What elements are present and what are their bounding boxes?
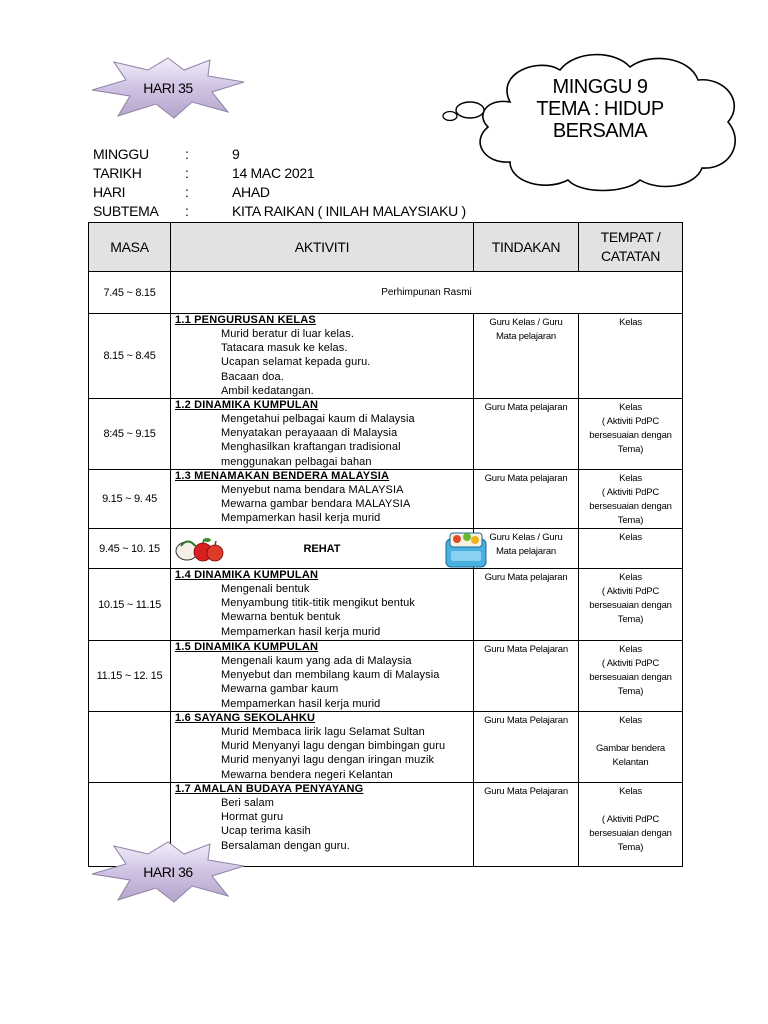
fruit-illustration-icon <box>173 534 227 564</box>
list-item <box>195 384 469 398</box>
list-item-text: Murid Membaca lirik lagu Selamat Sultan <box>221 726 425 739</box>
info-value: AHAD <box>232 184 270 200</box>
list-item-text: Mengenali kaum yang ada di Malaysia <box>221 655 412 668</box>
info-value: KITA RAIKAN ( INILAH MALAYSIAKU ) <box>232 203 466 219</box>
cell-aktiviti <box>171 712 474 783</box>
tindakan-line1: Guru Kelas / Guru <box>489 317 563 328</box>
list-item <box>195 483 469 497</box>
info-key: MINGGU <box>93 146 149 162</box>
list-item-text: Menghasilkan kraftangan tradisional menggunakan pelbagai bahan <box>221 441 401 468</box>
cell-time: 7.45 ~ 8.15 <box>89 272 171 314</box>
info-sep: : <box>185 146 189 162</box>
schedule-table <box>88 222 683 867</box>
list-item <box>195 355 469 369</box>
list-item <box>195 341 469 355</box>
list-item-text: Menyebut dan membilang kaum di Malaysia <box>221 669 440 682</box>
activity-title: 1.2 DINAMIKA KUMPULAN <box>175 399 319 412</box>
activity-title: 1.3 MENAMAKAN BENDERA MALAYSIA <box>175 470 390 483</box>
cell-tindakan <box>474 569 579 641</box>
cell-time: 8:45 ~ 9.15 <box>89 399 171 470</box>
info-sep: : <box>185 165 189 181</box>
cell-tempat <box>579 314 683 399</box>
tindakan-line1: Guru Mata Pelajaran <box>484 715 568 727</box>
tempat-line: Tema) <box>617 842 644 854</box>
tempat-line: Kelas <box>619 402 642 414</box>
list-item-text: Ambil kedatangan. <box>221 384 314 397</box>
list-item-text: Mewarna gambar kaum <box>221 683 339 696</box>
hari-35-star-badge <box>88 56 248 120</box>
header-aktiviti: AKTIVITI <box>171 223 474 272</box>
list-item <box>195 739 469 753</box>
activity-title: 1.5 DINAMIKA KUMPULAN <box>175 641 319 654</box>
list-item-text: Mempamerkan hasil kerja murid <box>221 697 381 710</box>
table-row <box>89 641 683 712</box>
list-item-text: Mewarna gambar bendara MALAYSIA <box>221 498 411 511</box>
list-item-text: Mempamerkan hasil kerja murid <box>221 625 381 638</box>
tindakan-line1: Guru Mata Pelajaran <box>484 644 568 656</box>
tindakan-line2: Mata pelajaran <box>495 546 557 558</box>
tindakan-line1: Guru Mata pelajaran <box>484 473 568 485</box>
list-item <box>195 610 469 624</box>
tempat-line1: Kelas <box>619 532 642 544</box>
cell-tempat <box>579 529 683 569</box>
cell-time: 11.15 ~ 12. 15 <box>89 641 171 712</box>
tempat-line: ( Aktiviti PdPC <box>601 814 660 826</box>
tempat-line: Kelantan <box>612 757 649 769</box>
activity-list <box>175 412 469 469</box>
list-item <box>195 810 469 824</box>
list-item-text: Menyebut nama bendara MALAYSIA <box>221 484 404 497</box>
cell-tindakan <box>474 529 579 569</box>
cell-aktiviti <box>171 399 474 470</box>
list-item-text: Mengetahui pelbagai kaum di Malaysia <box>221 413 415 426</box>
cell-tindakan <box>474 712 579 783</box>
list-item <box>195 370 469 384</box>
list-item <box>195 824 469 838</box>
list-item <box>195 497 469 511</box>
list-item <box>195 697 469 711</box>
tempat-line: bersesuaian dengan <box>589 501 672 513</box>
list-item <box>195 596 469 610</box>
list-item-text: Murid menyanyi lagu dengan iringan muzik <box>221 754 435 767</box>
tempat-line: Kelas <box>619 786 642 798</box>
table-row <box>89 569 683 641</box>
tempat-line <box>579 330 682 344</box>
info-value: 9 <box>232 146 240 162</box>
activity-list <box>175 582 469 639</box>
header-tindakan: TINDAKAN <box>474 223 579 272</box>
cell-tempat <box>579 641 683 712</box>
table-row-rehat <box>89 529 683 569</box>
cell-aktiviti <box>171 314 474 399</box>
cell-time: 8.15 ~ 8.45 <box>89 314 171 399</box>
tempat-line: Kelas <box>619 572 642 584</box>
list-item-text: Hormat guru <box>221 811 284 824</box>
tempat-line: Tema) <box>617 614 644 626</box>
list-item-text: Murid beratur di luar kelas. <box>221 328 355 340</box>
tempat-line <box>579 358 682 372</box>
theme-cloud-text <box>510 76 690 142</box>
header-tempat <box>579 223 683 272</box>
list-item-text: Murid Menyanyi lagu dengan bimbingan guru <box>221 740 446 753</box>
cloud-theme: TEMA : HIDUP <box>536 98 664 120</box>
list-item-text: Ucap terima kasih <box>221 825 311 838</box>
tempat-line <box>579 799 682 813</box>
activity-title: 1.4 DINAMIKA KUMPULAN <box>175 569 319 582</box>
info-sep: : <box>185 203 189 219</box>
list-item-text: Menyambung titik-titik mengikut bentuk <box>221 597 415 610</box>
activity-list <box>175 327 469 398</box>
tempat-line: Tema) <box>617 515 644 527</box>
list-item <box>195 426 469 440</box>
tempat-line: bersesuaian dengan <box>589 672 672 684</box>
tempat-line: bersesuaian dengan <box>589 600 672 612</box>
tindakan-line1: Guru Mata Pelajaran <box>484 786 568 798</box>
info-key: HARI <box>93 184 126 200</box>
list-item-text: Mewarna bendera negeri Kelantan <box>221 768 393 781</box>
activity-list <box>175 483 469 526</box>
list-item-text: Bersalaman dengan guru. <box>221 839 350 852</box>
info-key: SUBTEMA <box>93 203 159 219</box>
tindakan-line1: Guru Mata pelajaran <box>484 572 568 584</box>
cell-tindakan <box>474 641 579 712</box>
list-item-text: Mengenali bentuk <box>221 583 310 596</box>
cell-time: 10.15 ~ 11.15 <box>89 569 171 641</box>
cloud-week: MINGGU 9 <box>552 76 648 98</box>
list-item-text: Tatacara masuk ke kelas. <box>221 342 348 355</box>
tempat-line: bersesuaian dengan <box>589 430 672 442</box>
table-row <box>89 399 683 470</box>
rehat-label: REHAT <box>303 542 341 555</box>
tempat-line: Gambar bendera <box>595 743 666 755</box>
table-row-assembly <box>89 272 683 314</box>
list-item-text: Menyatakan perayaaan di Malaysia <box>221 427 398 440</box>
cell-tempat <box>579 569 683 641</box>
tindakan-line2: Mata pelajaran <box>495 331 557 342</box>
info-key: TARIKH <box>93 165 142 181</box>
list-item <box>195 725 469 739</box>
activity-title: 1.1 PENGURUSAN KELAS <box>175 314 316 326</box>
hari-35-label: HARI 35 <box>143 80 193 96</box>
cell-tindakan <box>474 783 579 867</box>
list-item-text: Ucapan selamat kepada guru. <box>221 356 371 369</box>
list-item <box>195 412 469 426</box>
list-item <box>195 440 469 468</box>
hari-36-label: HARI 36 <box>143 864 193 880</box>
tempat-line: ( Aktiviti PdPC <box>601 658 660 670</box>
cell-assembly: Perhimpunan Rasmi <box>171 272 683 314</box>
cloud-theme-value: BERSAMA <box>552 120 648 142</box>
hari-36-star-badge <box>88 840 248 904</box>
list-item <box>195 582 469 596</box>
cell-tempat <box>579 399 683 470</box>
tempat-line: Tema) <box>617 686 644 698</box>
tempat-line <box>579 728 682 742</box>
cell-rehat <box>171 529 474 569</box>
tempat-line: ( Aktiviti PdPC <box>601 586 660 598</box>
tempat-line: Tema) <box>617 444 644 456</box>
tempat-line <box>579 344 682 358</box>
activity-list <box>175 725 469 782</box>
cell-time <box>89 712 171 783</box>
list-item <box>195 796 469 810</box>
cell-tindakan <box>474 399 579 470</box>
header-tempat-line1: TEMPAT / <box>600 229 661 245</box>
cell-time: 9.45 ~ 10. 15 <box>89 529 171 569</box>
info-sep: : <box>185 184 189 200</box>
cell-tindakan <box>474 470 579 529</box>
activity-list <box>175 654 469 711</box>
tindakan-line1: Guru Mata pelajaran <box>484 402 568 414</box>
tempat-line: Kelas <box>619 715 642 727</box>
cell-tindakan <box>474 314 579 399</box>
cell-aktiviti <box>171 641 474 712</box>
table-row <box>89 314 683 399</box>
list-item-text: Beri salam <box>221 797 274 810</box>
list-item-text: Mewarna bentuk bentuk <box>221 611 341 624</box>
header-masa: MASA <box>89 223 171 272</box>
info-value: 14 MAC 2021 <box>232 165 315 181</box>
list-item <box>195 668 469 682</box>
cell-time: 9.15 ~ 9. 45 <box>89 470 171 529</box>
tempat-line: ( Aktiviti PdPC <box>601 487 660 499</box>
cell-tempat <box>579 783 683 867</box>
tempat-line: ( Aktiviti PdPC <box>601 416 660 428</box>
cell-tempat <box>579 712 683 783</box>
table-row <box>89 712 683 783</box>
tempat-line: bersesuaian dengan <box>589 828 672 840</box>
list-item <box>195 625 469 639</box>
activity-title: 1.7 AMALAN BUDAYA PENYAYANG <box>175 783 364 796</box>
list-item <box>195 654 469 668</box>
lunchbox-icon <box>443 525 489 573</box>
list-item <box>195 682 469 696</box>
tempat-line: Kelas <box>619 644 642 656</box>
tempat-line: Kelas <box>619 473 642 485</box>
activity-title: 1.6 SAYANG SEKOLAHKU <box>175 712 316 725</box>
header-tempat-line2: CATATAN <box>600 248 661 264</box>
list-item-text: Mempamerkan hasil kerja murid <box>221 512 381 525</box>
list-item <box>195 768 469 782</box>
table-header-row <box>89 223 683 272</box>
list-item-text: Bacaan doa. <box>221 370 284 383</box>
cell-aktiviti <box>171 569 474 641</box>
tempat-line: Kelas <box>619 317 642 328</box>
table-row <box>89 470 683 529</box>
list-item <box>195 753 469 767</box>
cell-aktiviti <box>171 470 474 529</box>
cell-tempat <box>579 470 683 529</box>
list-item <box>195 511 469 525</box>
list-item <box>195 327 469 341</box>
tindakan-line1: Guru Kelas / Guru <box>489 532 563 544</box>
